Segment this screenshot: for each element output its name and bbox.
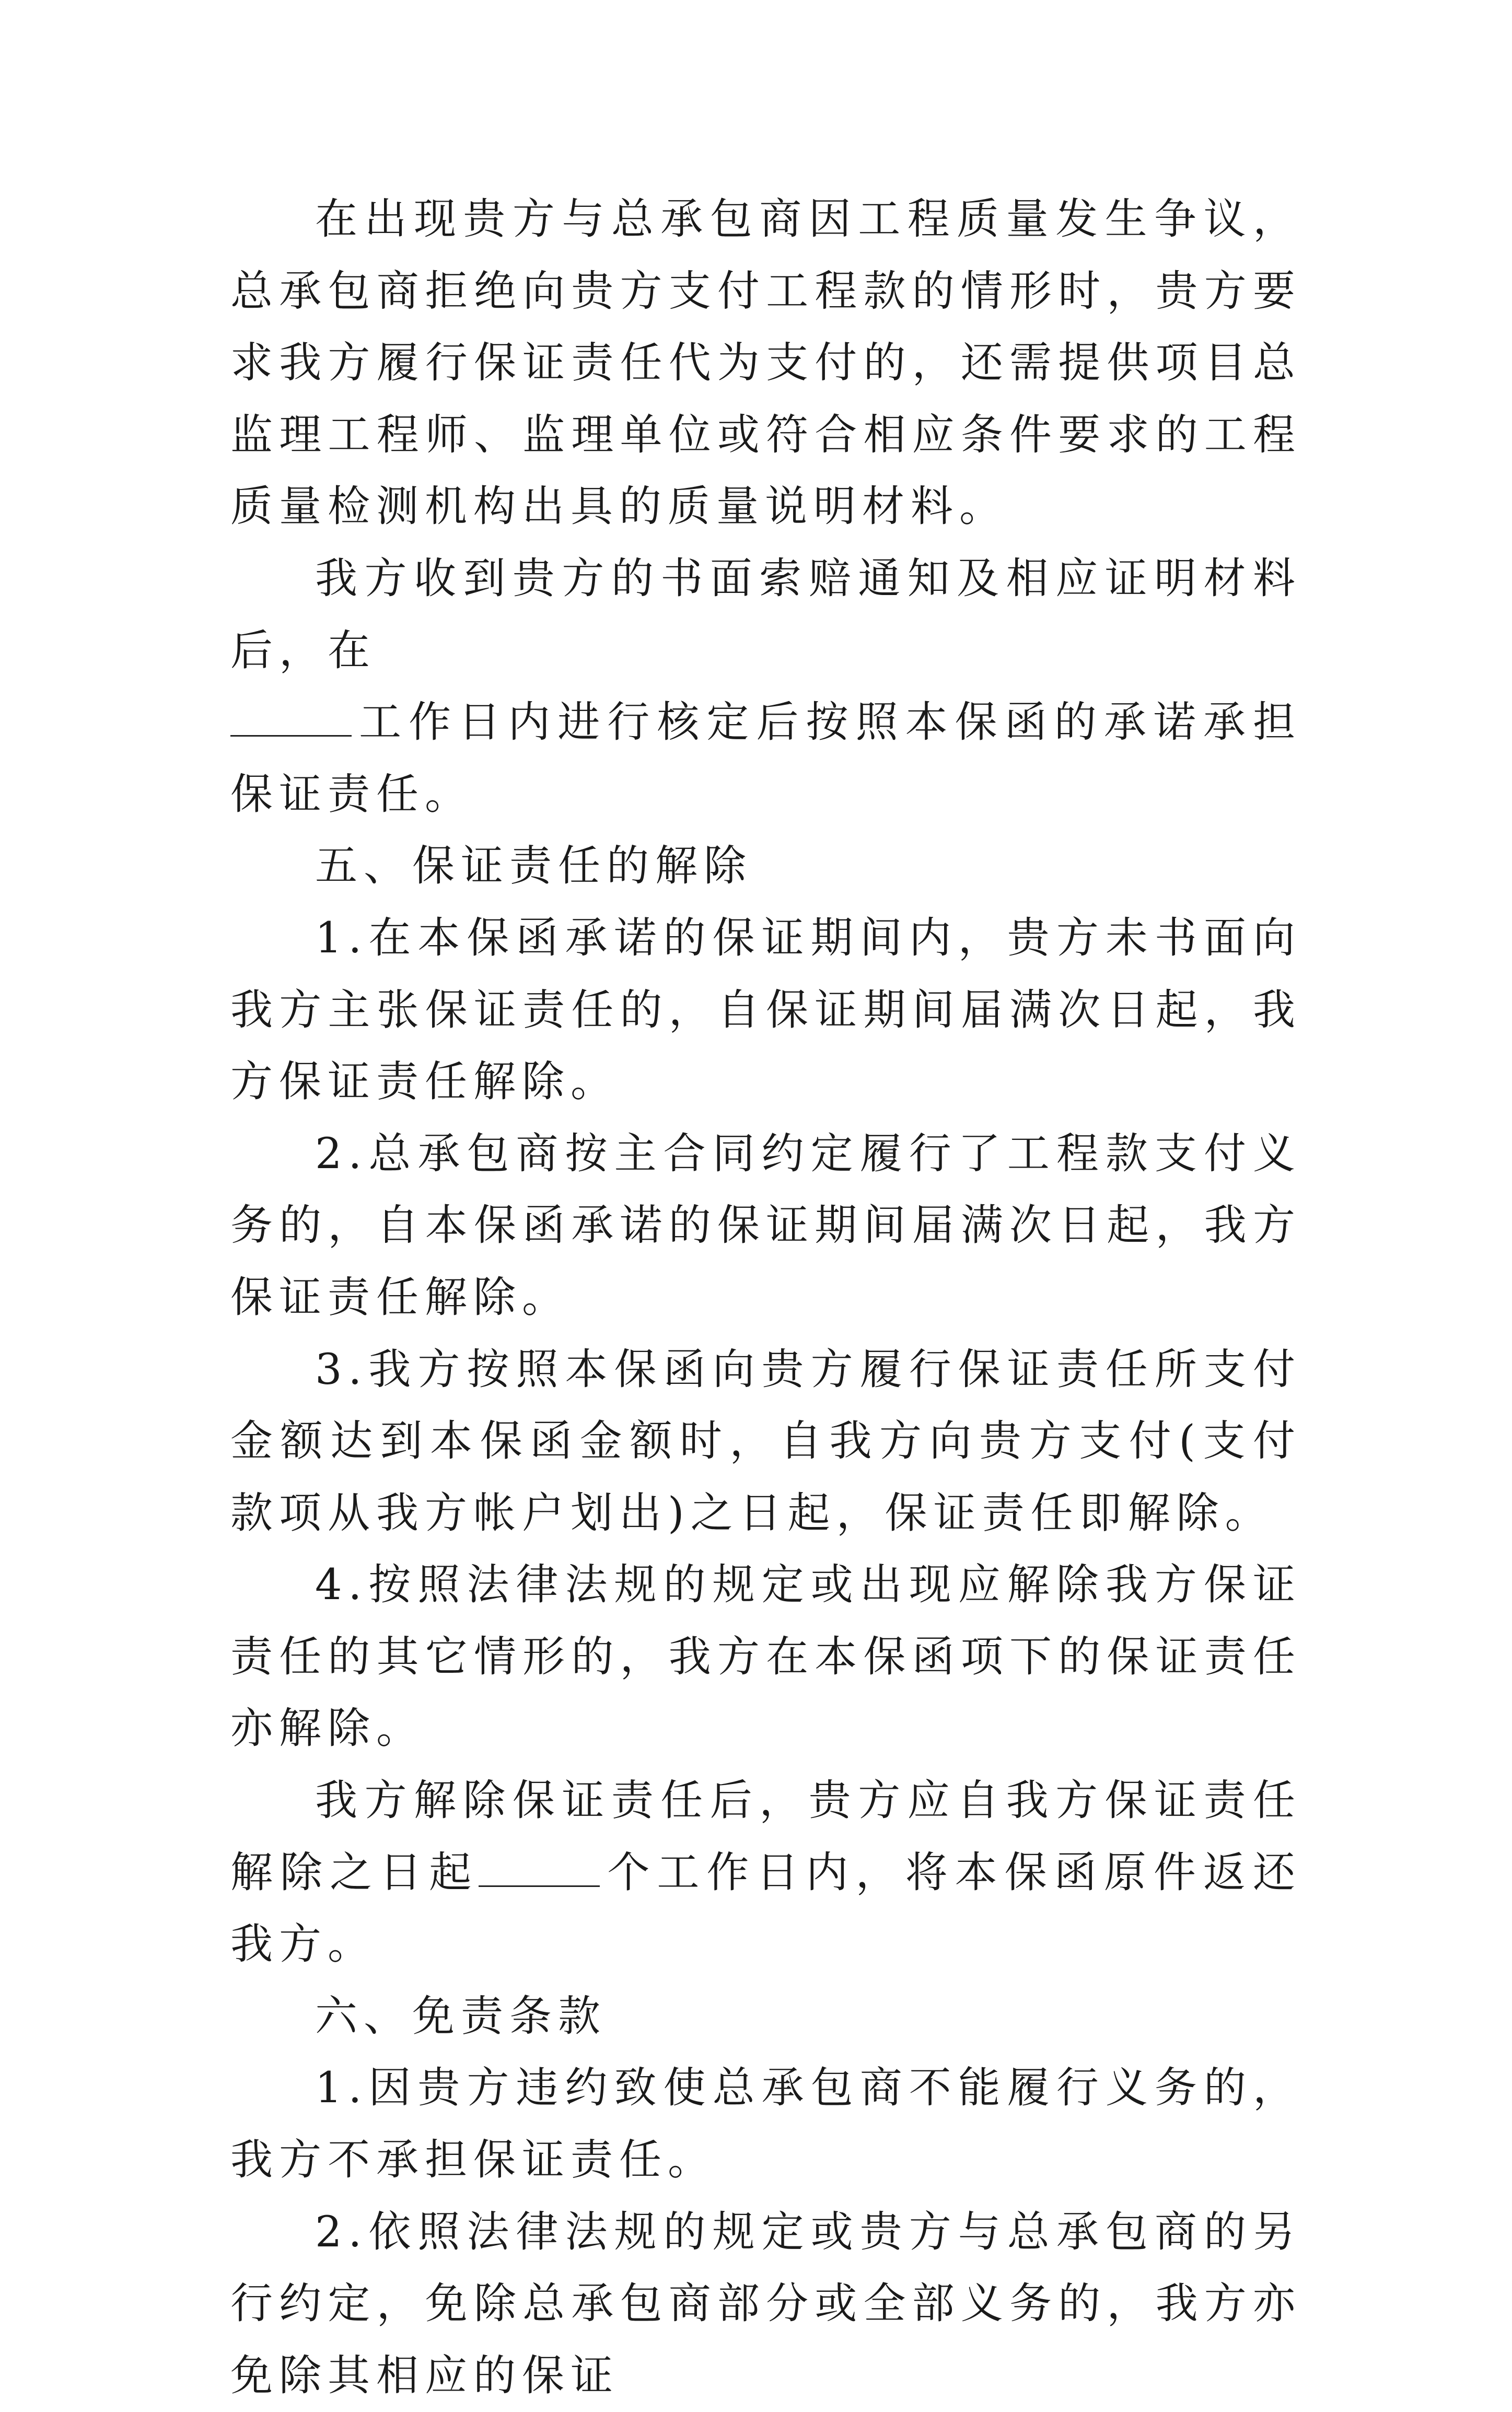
section-heading-exemption: 六、免责条款 [315,1991,607,2041]
return-original-text-after: 个工作日内，将本保函原件返还我方。 [230,1848,1301,1970]
claim-review-text-after: 工作日内进行核定后按照本保函的承诺承担保证责任。 [230,698,1301,819]
release-item-1: 1.在本保函承诺的保证期间内，贵方未书面向我方主张保证责任的，自保证期间届满次日起，我方保证责任解除。 [230,913,1301,1107]
release-item-2: 2.总承包商按主合同约定履行了工程款支付义务的，自本保函承诺的保证期间届满次日起，我方保证责任解除。 [230,1129,1301,1322]
claim-review-text-before: 我方收到贵方的书面索赔通知及相应证明材料后，在 [230,554,1301,675]
exemption-item-2: 2.依照法律法规的规定或贵方与总承包商的另行约定，免除总承包商部分或全部义务的，我方亦免除其相应的保证 [230,2207,1301,2401]
return-original-text-before: 我方解除保证责任后，贵方应自我方保证责任解除之日起 [230,1776,1301,1897]
return-days-blank [479,1849,600,1887]
document-body [230,184,1301,2412]
release-item-4: 4.按照法律法规的规定或出现应解除我方保证责任的其它情形的，我方在本保函项下的保证责任亦解除。 [230,1560,1301,1754]
release-item-3: 3.我方按照本保函向贵方履行保证责任所支付金额达到本保函金额时，自我方向贵方支付(支付款项从我方帐户划出)之日起，保证责任即解除。 [230,1345,1301,1538]
exemption-item-1: 1.因贵方违约致使总承包商不能履行义务的，我方不承担保证责任。 [230,2064,1301,2185]
section-heading-release: 五、保证责任的解除 [315,842,753,891]
working-days-blank [230,698,352,737]
paragraph-return-original [230,1765,1301,1981]
paragraph-quality-dispute: 在出现贵方与总承包商因工程质量发生争议，总承包商拒绝向贵方支付工程款的情形时，贵方要求我方履行保证责任代为支付的，还需提供项目总监理工程师、监理单位或符合相应条件要求的工程质量检测机构出具的质量说明材料。 [230,195,1301,532]
paragraph-claim-review [230,543,1301,831]
